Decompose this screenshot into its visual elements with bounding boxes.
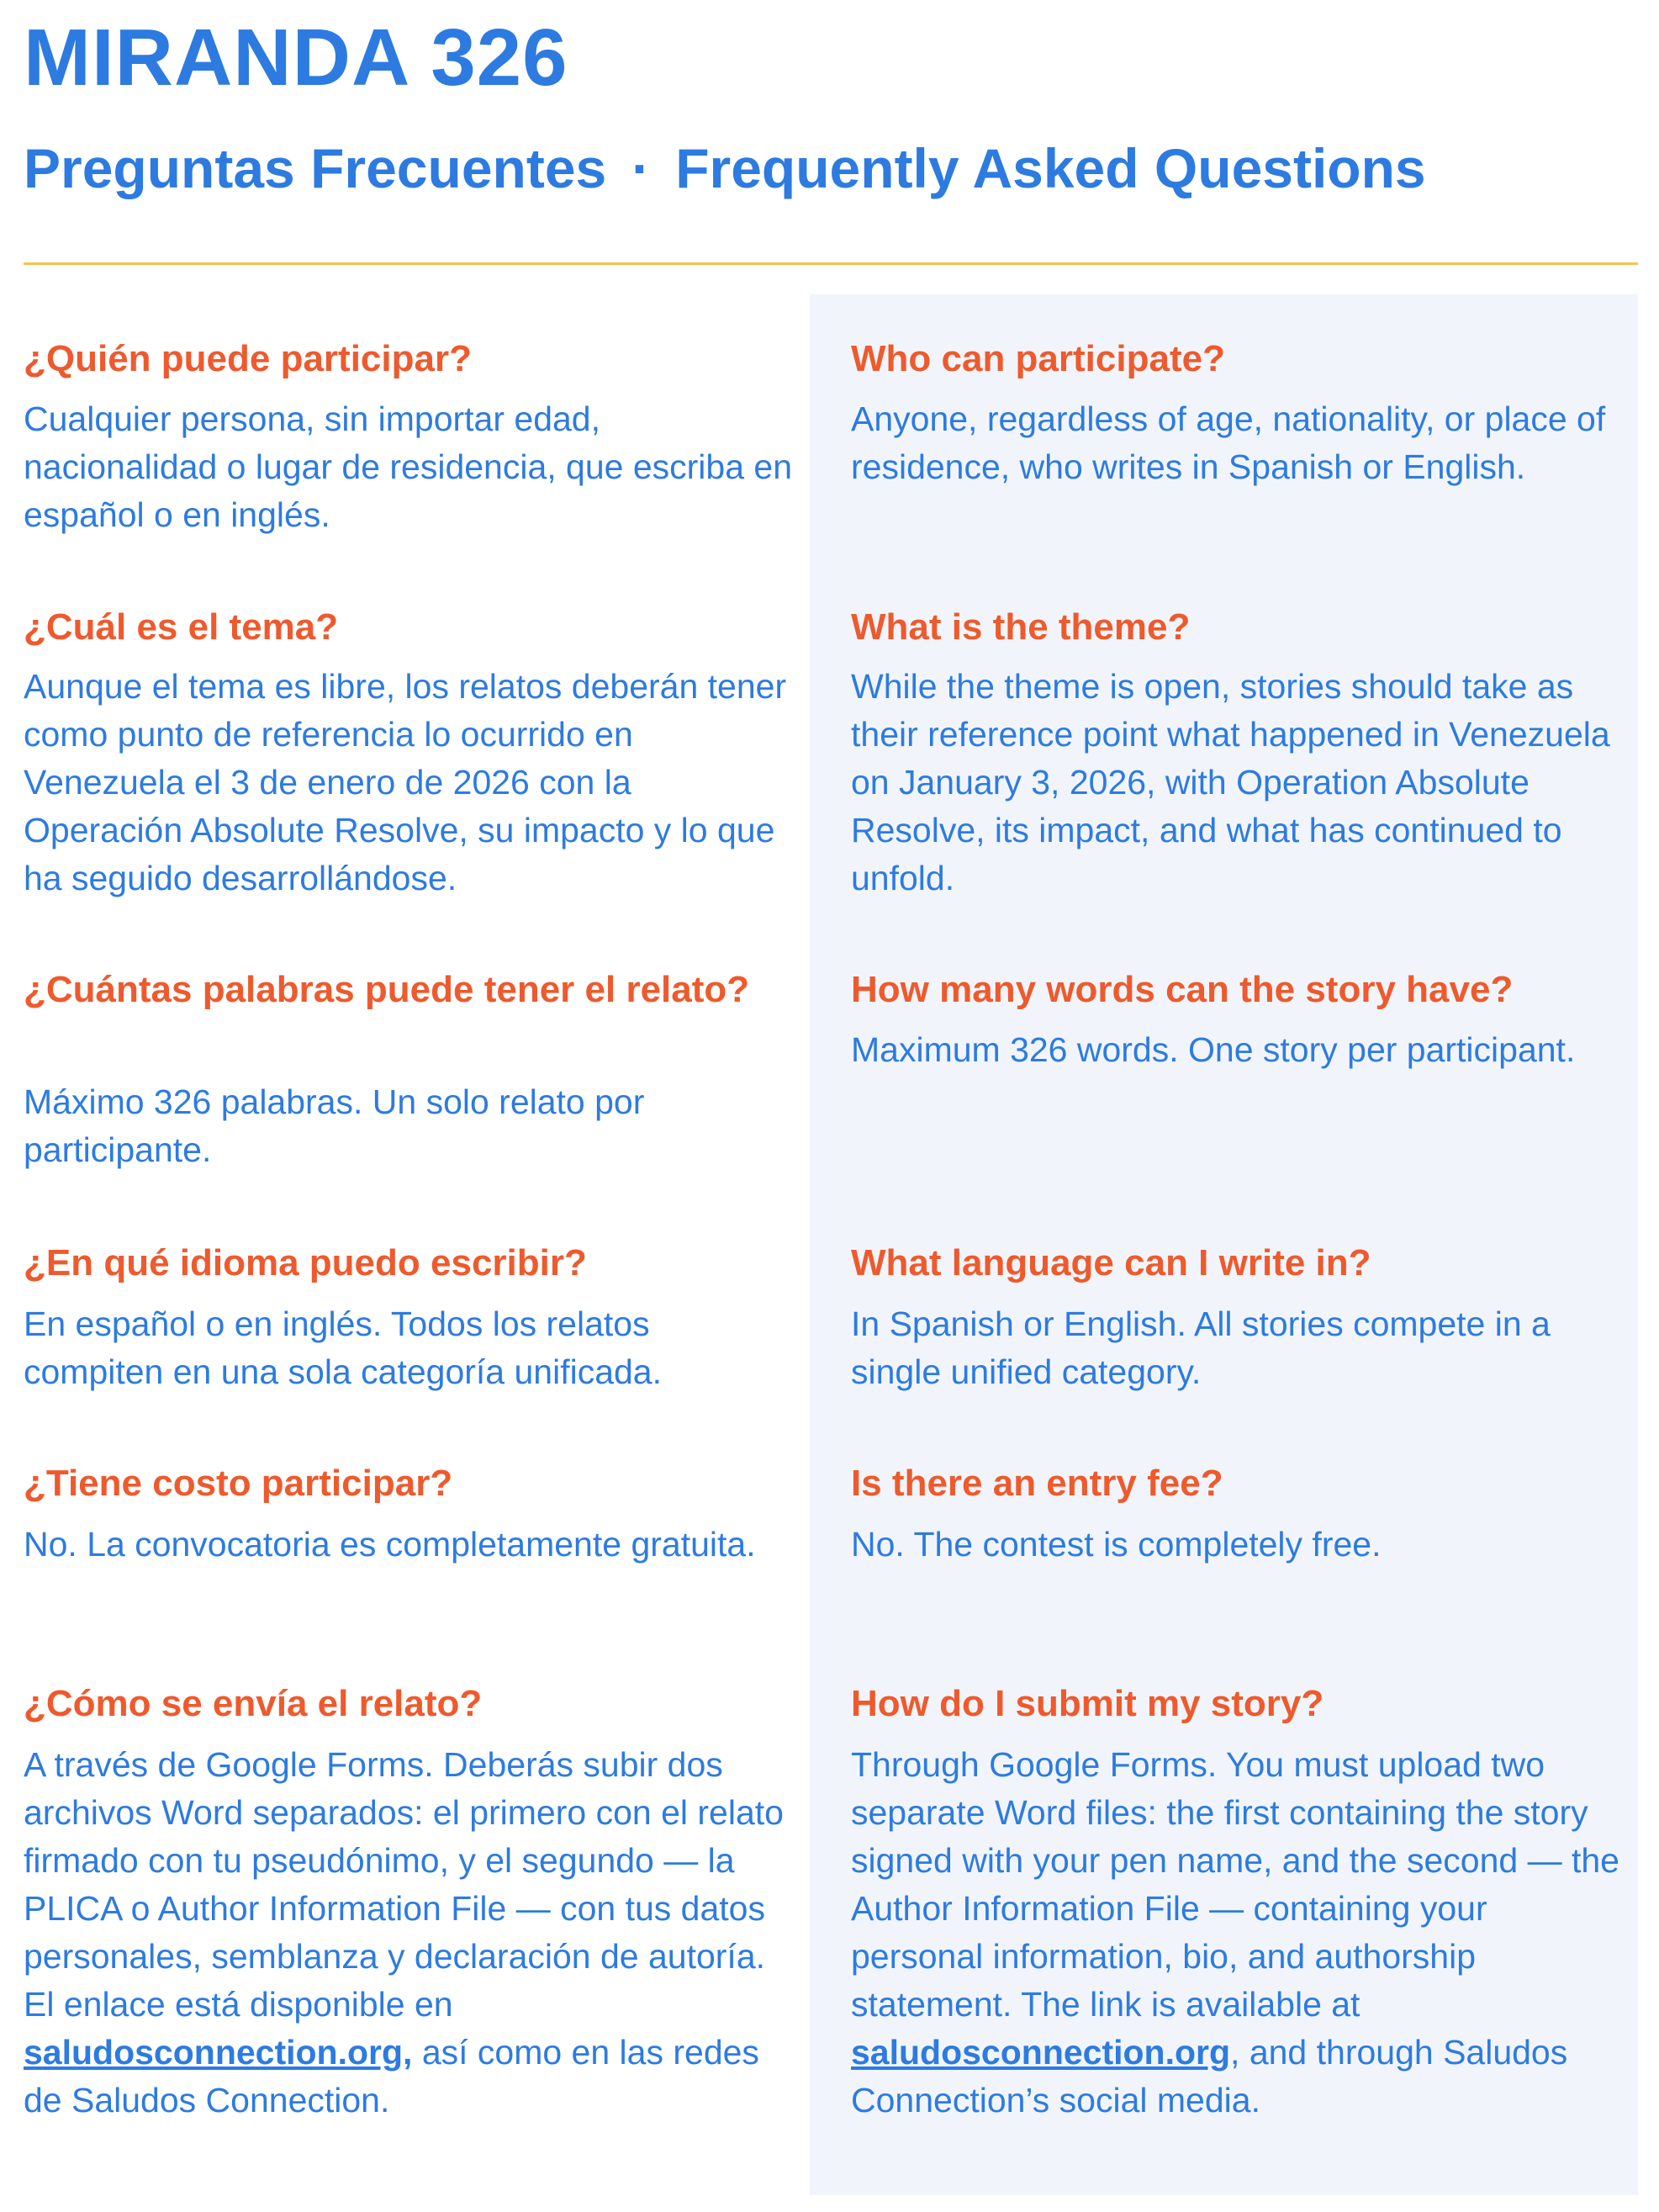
page-subtitle: [24, 135, 1426, 202]
subtitle-english: Frequently Asked Questions: [675, 137, 1426, 199]
faq-es-answer-3: Máximo 326 palabras. Un solo relato por participante.: [24, 1082, 645, 1169]
faq-en-answer-1: Anyone, regardless of age, nationality, or place of residence, who writes in Spanish or English.: [851, 400, 1606, 486]
page-title: MIRANDA 326: [24, 13, 568, 103]
subtitle-spanish: Preguntas Frecuentes: [24, 137, 607, 199]
faq-es-question-2: ¿Cuál es el tema?: [24, 606, 339, 648]
faq-en-question-6: How do I submit my story?: [851, 1683, 1324, 1724]
faq-en-answer-6-text-end: , and through Saludos Connection’s social media.: [851, 2033, 1568, 2119]
faq-es-question-3: ¿Cuántas palabras puede tener el relato?: [24, 969, 750, 1010]
faq-en-question-3: How many words can the story have?: [851, 969, 1514, 1010]
faq-es-answer-6: [24, 1741, 793, 2125]
faq-en-answer-6: [851, 1741, 1620, 2125]
faq-es-answer-2: Aunque el tema es libre, los relatos deberán tener como punto de referencia lo ocurrido en Venezuela el 3 de enero de 2026 con la Operación Absolute Resolve, su impacto y lo que ha seguido desarrollándose.: [24, 667, 787, 897]
faq-es-answer-5: No. La convocatoria es completamente gratuita.: [24, 1525, 756, 1564]
faq-es-answer-4: En español o en inglés. Todos los relatos compiten en una sola categoría unificada.: [24, 1304, 663, 1391]
faq-es-question-1: ¿Quién puede participar?: [24, 338, 472, 379]
faq-es-question-4: ¿En qué idioma puedo escribir?: [24, 1242, 587, 1283]
saludos-connection-link[interactable]: saludosconnection.org,: [24, 2033, 413, 2072]
header-divider: [24, 262, 1638, 265]
faq-en-answer-5: No. The contest is completely free.: [851, 1525, 1382, 1564]
faq-en-question-4: What language can I write in?: [851, 1242, 1371, 1283]
faq-es-answer-1: Cualquier persona, sin importar edad, nacionalidad o lugar de residencia, que escriba en español o en inglés.: [24, 400, 793, 534]
faq-en-answer-3: Maximum 326 words. One story per participant.: [851, 1030, 1576, 1069]
faq-es-answer-6-text: A través de Google Forms. Deberás subir dos archivos Word separados: el primero con el relato firmado con tu pseudónimo, y el segundo — la PLICA o Author Information File — con tus datos personales, semblanza y declaración de autoría. El enlace está disponible en: [24, 1745, 784, 2024]
faq-en-answer-4: In Spanish or English. All stories compete in a single unified category.: [851, 1304, 1551, 1391]
faq-en-question-5: Is there an entry fee?: [851, 1463, 1223, 1504]
subtitle-separator: ·: [631, 137, 651, 199]
faq-en-answer-2: While the theme is open, stories should take as their reference point what happened in Venezuela on January 3, 2026, with Operation Absolute Resolve, its impact, and what has continued to unfold.: [851, 667, 1610, 897]
faq-es-question-5: ¿Tiene costo participar?: [24, 1463, 453, 1504]
faq-en-answer-6-text: Through Google Forms. You must upload two separate Word files: the first containing the story signed with your pen name, and the second — the Author Information File — containing your personal information, bio, and authorship statement. The link is available at: [851, 1745, 1619, 2024]
faq-en-question-1: Who can participate?: [851, 338, 1225, 379]
faq-es-question-6: ¿Cómo se envía el relato?: [24, 1683, 483, 1724]
saludos-connection-link[interactable]: saludosconnection.org: [851, 2033, 1231, 2072]
faq-en-question-2: What is the theme?: [851, 606, 1191, 648]
faq-es-answer-6-text-end: así como en las redes de Saludos Connection.: [24, 2033, 759, 2119]
